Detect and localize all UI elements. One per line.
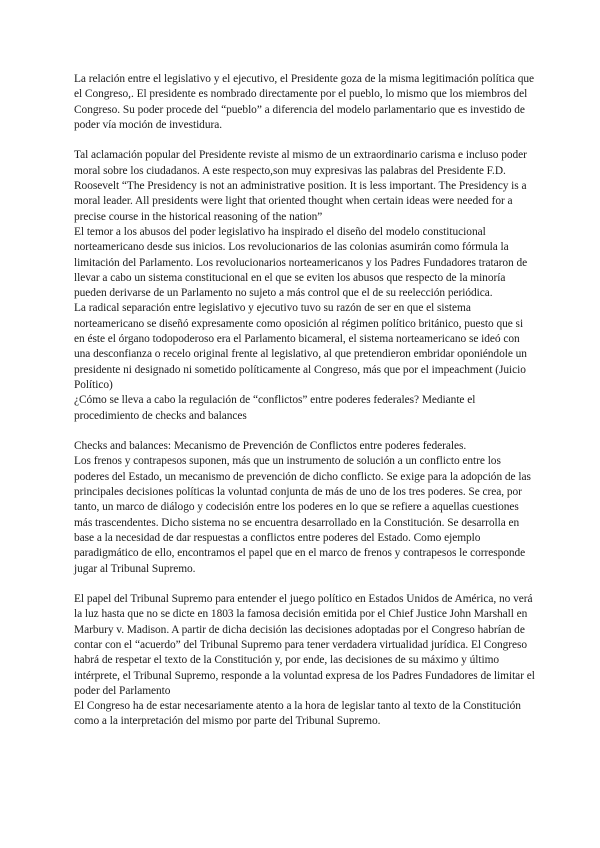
paragraph-spacer: [74, 133, 536, 148]
paragraph-congreso-atento: El Congreso ha de estar necesariamente atento a la hora de legislar tanto al texto de la Constitución como a la interpretación del mismo por parte del Tribunal Supremo.: [74, 700, 521, 728]
paragraph-frenos-contrapesos: Los frenos y contrapesos suponen, más que un instrumento de solución a un conflicto entre los poderes del Estado, un mecanismo de prevención de dicho conflicto. Se exige para la adopción de las principales decisiones políticas la voluntad conjunta de más de uno de los tres poderes. Se crea, por tanto, un marco de diálogo y codecisión entre los poderes en lo que se refiere a aquellas cuestiones más trascendentes. Dicho sistema no se encuentra desarrollado en la Constitución. Se desarrolla en base a la necesidad de dar respuestas a conflictos entre poderes del Estado. Como ejemplo paradigmático de ello, encontramos el papel que en el marco de frenos y contrapesos le corresponde jugar al Tribunal Supremo.: [74, 455, 531, 575]
paragraph-temor-legislativo: El temor a los abusos del poder legislativo ha inspirado el diseño del modelo constitucional norteamericano desde sus inicios. Los revolucionarios de las colonias asumirán como fórmula la limitación del Parlamento. Los revolucionarios norteamericanos y los Padres Fundadores trataron de llevar a cabo un sistema constitucional en el que se eviten los abusos que respecto de la minoría pueden derivarse de un Parlamento no sujeto a más control que el de su reelección periódica.: [74, 225, 528, 300]
paragraph-spacer: [74, 424, 536, 439]
paragraph-separacion-poderes: La radical separación entre legislativo y ejecutivo tuvo su razón de ser en que el sistema norteamericano se diseñó expresamente como oposición al régimen político británico, puesto que si en éste el órgano todopoderoso era el Parlamento bicameral, el sistema norteamericano se ideó con una desconfianza o recelo original frente al legislativo, al que pretendieron embridar oponiéndole un presidente ni designado ni sometido políticamente al Congreso, más que por el impeachment (Juicio Político): [74, 302, 527, 391]
paragraph-presidente-legitimacion: La relación entre el legislativo y el ejecutivo, el Presidente goza de la misma legitimación política que el Congreso,. El presidente es nombrado directamente por el pueblo, lo mismo que los miembros del Congreso. Su poder procede del “pueblo” a diferencia del modelo parlamentario que es investido de poder vía moción de investidura.: [74, 73, 535, 131]
section-heading-checks-balances: Checks and balances: Mecanismo de Prevención de Conflictos entre poderes federales.: [74, 440, 467, 453]
paragraph-tribunal-supremo: El papel del Tribunal Supremo para entender el juego político en Estados Unidos de América, no verá la luz hasta que no se dicte en 1803 la famosa decisión emitida por el Chief Justice John Marshall en Marbury v. Madison. A partir de dicha decisión las decisiones adoptadas por el Congreso habrían de contar con el “acuerdo” del Tribunal Supremo para tener verdadera virtualidad jurídica. El Congreso habrá de respetar el texto de la Constitución y, por ende, las decisiones de su máximo y último intérprete, el Tribunal Supremo, responde a la voluntad expresa de los Padres Fundadores de limitar el poder del Parlamento: [74, 593, 535, 697]
paragraph-spacer: [74, 577, 536, 592]
paragraph-pregunta-conflictos: ¿Cómo se lleva a cabo la regulación de “conflictos” entre poderes federales? Mediante el procedimiento de checks and balances: [74, 394, 476, 422]
document-page: [74, 72, 536, 730]
paragraph-aclamacion-roosevelt: Tal aclamación popular del Presidente reviste al mismo de un extraordinario carisma e incluso poder moral sobre los ciudadanos. A este respecto,son muy expresivas las palabras del Presidente F.D. Roosevelt “The Presidency is not an administrative position. It is less important. The Presidency is a moral leader. All presidents were light that oriented thought when certain ideas were needed for a precise course in the historical reasoning of the nation”: [74, 149, 527, 223]
